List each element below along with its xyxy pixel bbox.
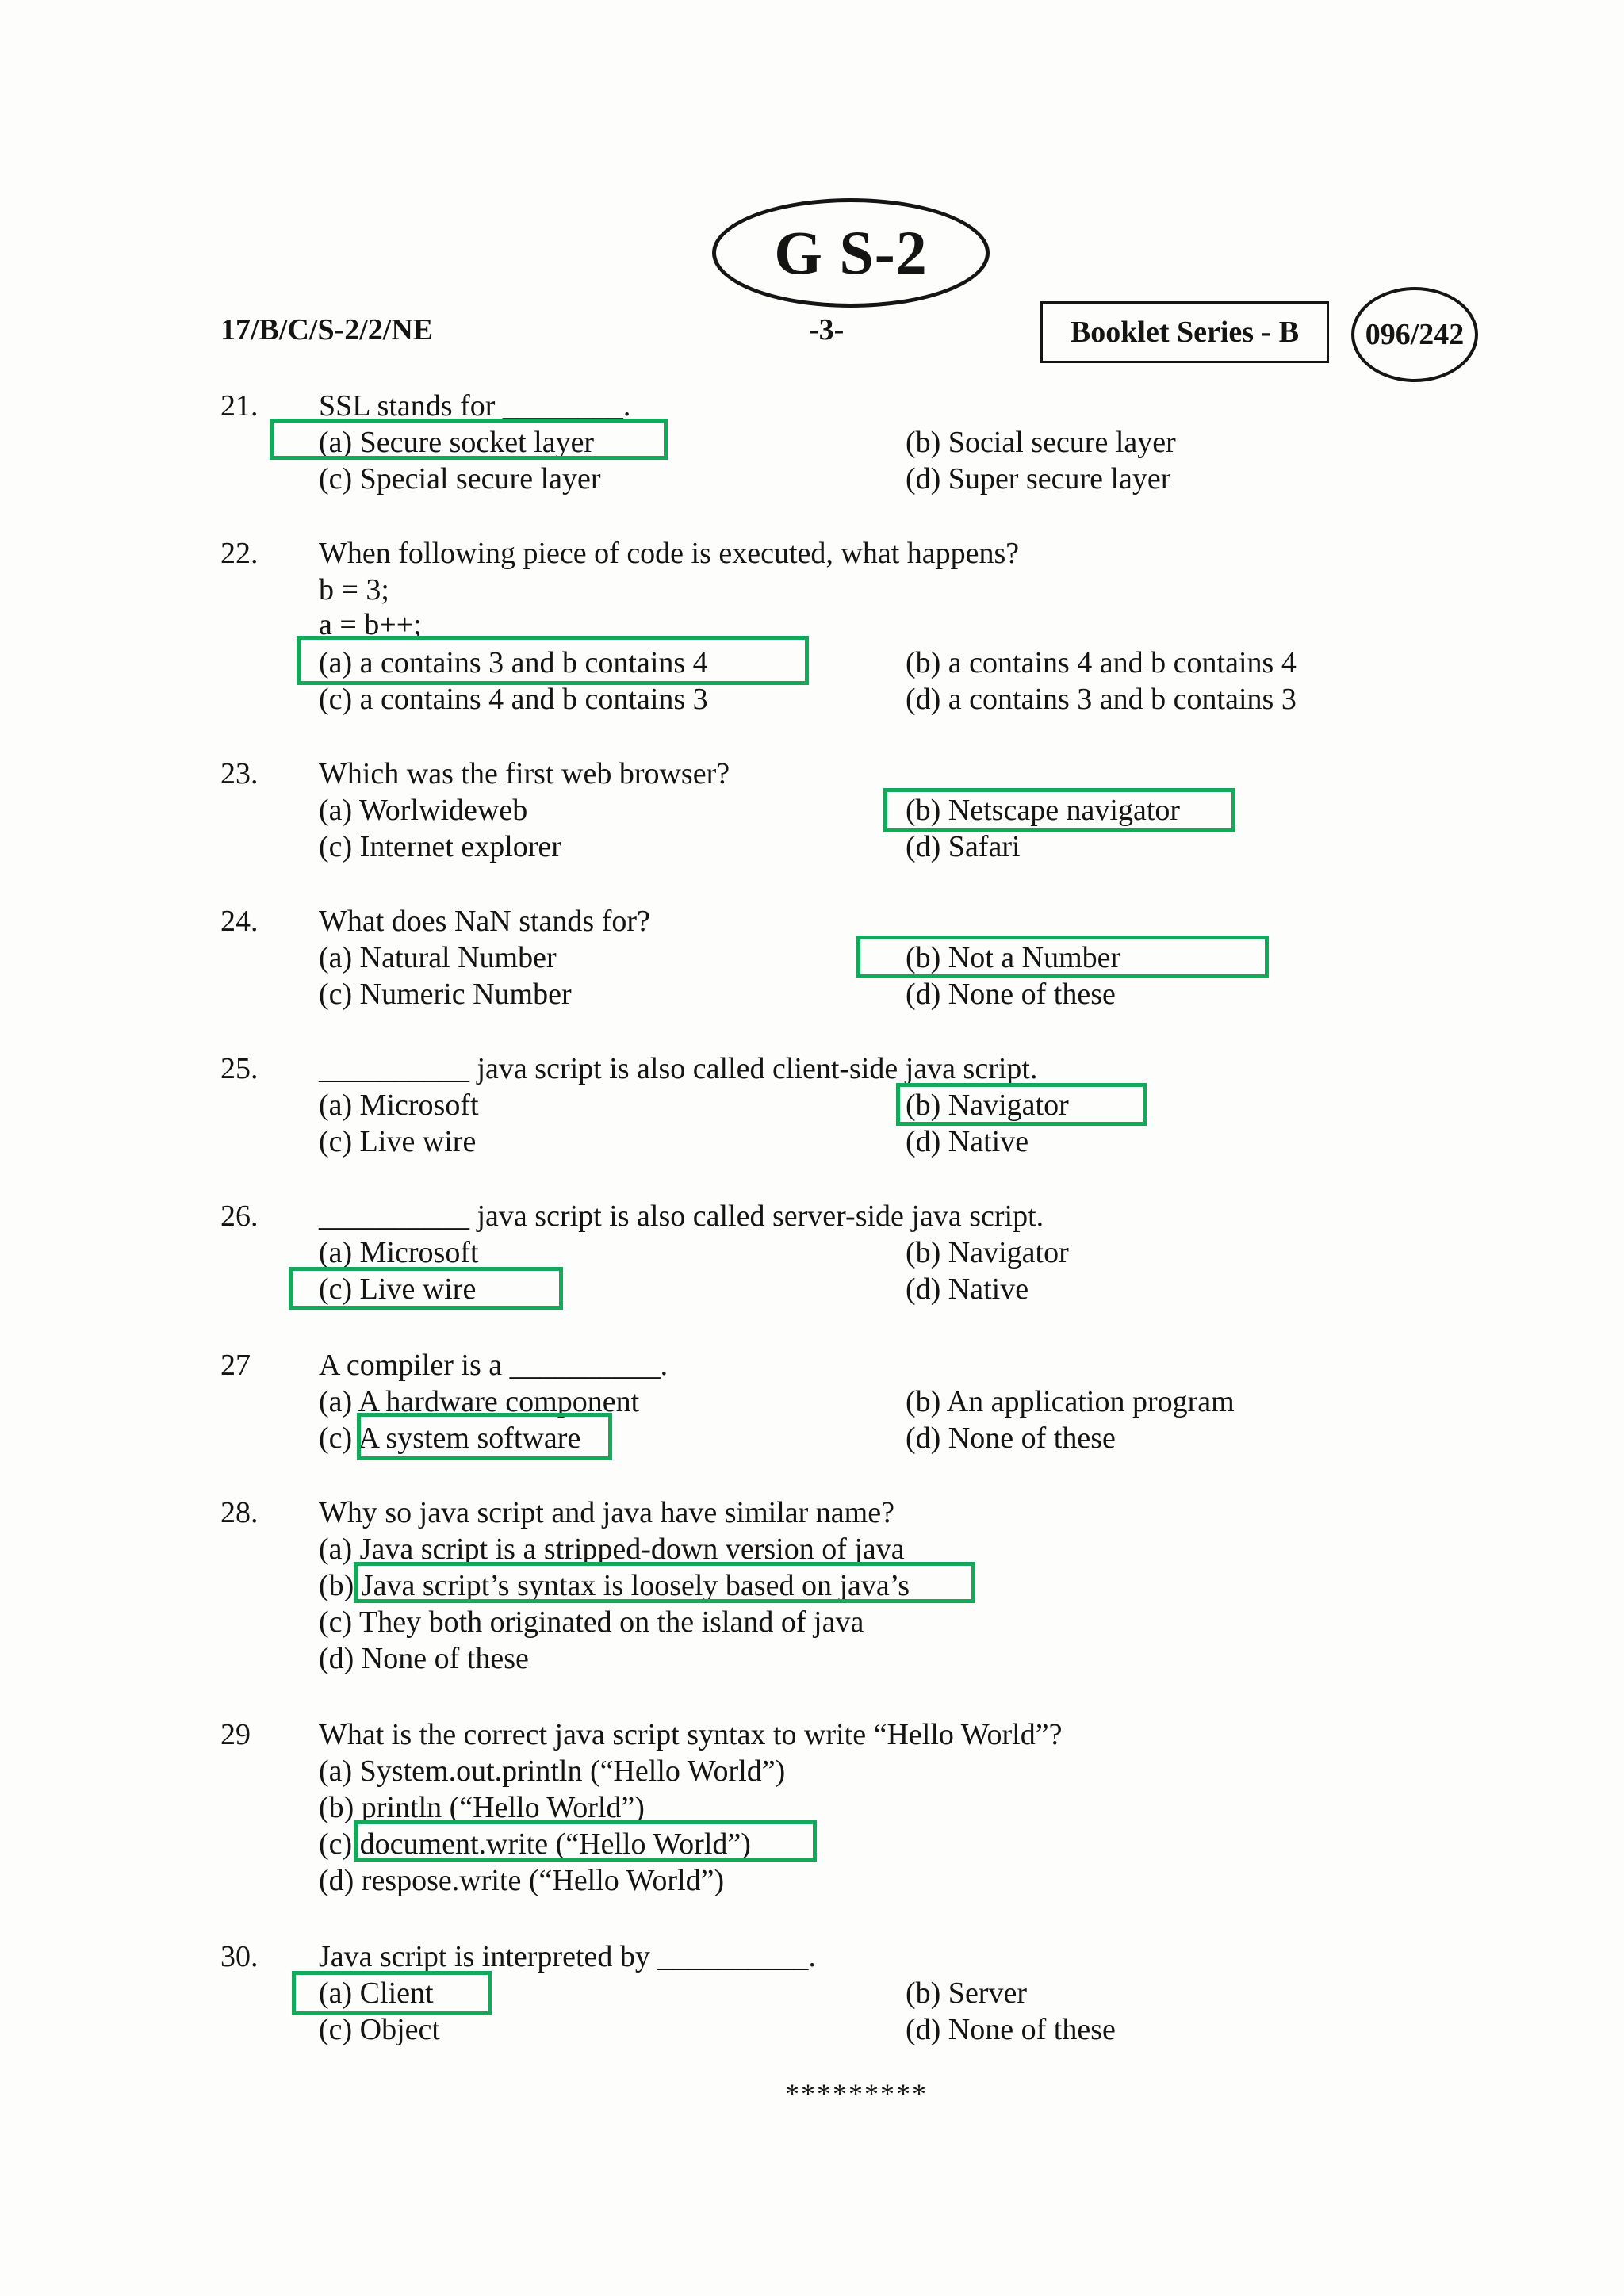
question-text: __________ java script is also called client-side java script.: [319, 1052, 1038, 1085]
end-of-paper-marker: *********: [785, 2078, 928, 2110]
question-number: 29: [220, 1718, 251, 1751]
option-a[interactable]: (a) a contains 3 and b contains 4: [319, 646, 708, 679]
option-d[interactable]: (d) Native: [906, 1272, 1029, 1306]
series-badge: G S-2: [712, 198, 990, 308]
option-a[interactable]: (a) System.out.println (“Hello World”): [319, 1755, 786, 1788]
option-d[interactable]: (d) respose.write (“Hello World”): [319, 1864, 725, 1897]
question-text: Why so java script and java have similar name?: [319, 1496, 894, 1529]
option-c[interactable]: (c) a contains 4 and b contains 3: [319, 683, 708, 716]
question-number: 27: [220, 1349, 251, 1382]
option-a[interactable]: (a) Microsoft: [319, 1236, 479, 1269]
question-text: What is the correct java script syntax to write “Hello World”?: [319, 1718, 1063, 1751]
option-b[interactable]: (b) Not a Number: [906, 941, 1121, 974]
question-text: A compiler is a __________.: [319, 1349, 668, 1382]
paper-code: 17/B/C/S-2/2/NE: [220, 313, 434, 346]
option-c[interactable]: (c) A system software: [319, 1422, 581, 1455]
question-text: When following piece of code is executed, what happens?: [319, 537, 1020, 570]
option-c[interactable]: (c) Object: [319, 2013, 440, 2046]
option-c[interactable]: (c) Special secure layer: [319, 462, 601, 496]
option-a[interactable]: (a) Natural Number: [319, 941, 557, 974]
option-a[interactable]: (a) A hardware component: [319, 1385, 640, 1418]
option-d[interactable]: (d) None of these: [906, 2013, 1116, 2046]
option-a[interactable]: (a) Worlwideweb: [319, 794, 528, 827]
question-number: 24.: [220, 905, 259, 938]
option-c[interactable]: (c) Numeric Number: [319, 978, 572, 1011]
question-number: 30.: [220, 1940, 259, 1973]
question-number: 26.: [220, 1200, 259, 1233]
option-c[interactable]: (c) Live wire: [319, 1272, 477, 1306]
page-number: -3-: [809, 313, 845, 346]
option-d[interactable]: (d) Safari: [906, 830, 1021, 863]
option-d[interactable]: (d) None of these: [906, 1422, 1116, 1455]
option-c[interactable]: (c) document.write (“Hello World”): [319, 1827, 751, 1861]
option-a[interactable]: (a) Microsoft: [319, 1089, 479, 1122]
option-b[interactable]: (b) An application program: [906, 1385, 1235, 1418]
question-number: 23.: [220, 757, 259, 790]
option-d[interactable]: (d) None of these: [319, 1642, 529, 1675]
option-a[interactable]: (a) Secure socket layer: [319, 426, 595, 459]
question-number: 22.: [220, 537, 259, 570]
question-text: __________ java script is also called server-side java script.: [319, 1200, 1044, 1233]
option-d[interactable]: (d) Native: [906, 1125, 1029, 1158]
option-c[interactable]: (c) Internet explorer: [319, 830, 561, 863]
option-d[interactable]: (d) Super secure layer: [906, 462, 1171, 496]
option-b[interactable]: (b) Navigator: [906, 1236, 1069, 1269]
option-b[interactable]: (b) a contains 4 and b contains 4: [906, 646, 1297, 679]
question-text: Java script is interpreted by __________.: [319, 1940, 816, 1973]
option-b[interactable]: (b) Server: [906, 1976, 1027, 2010]
code-line: a = b++;: [319, 608, 422, 641]
option-c[interactable]: (c) They both originated on the island of java: [319, 1605, 864, 1639]
code-line: b = 3;: [319, 573, 389, 607]
question-number: 21.: [220, 389, 259, 423]
option-a[interactable]: (a) Client: [319, 1976, 434, 2010]
question-text: SSL stands for ________.: [319, 389, 631, 423]
option-a[interactable]: (a) Java script is a stripped-down version of java: [319, 1533, 905, 1566]
option-b[interactable]: (b) Social secure layer: [906, 426, 1176, 459]
option-c[interactable]: (c) Live wire: [319, 1125, 477, 1158]
option-d[interactable]: (d) None of these: [906, 978, 1116, 1011]
option-b[interactable]: (b) Netscape navigator: [906, 794, 1181, 827]
question-text: Which was the first web browser?: [319, 757, 730, 790]
booklet-series-box: Booklet Series - B: [1040, 301, 1329, 363]
option-b[interactable]: (b) Java script’s syntax is loosely based on java’s: [319, 1569, 910, 1602]
question-number: 28.: [220, 1496, 259, 1529]
serial-number-oval: 096/242: [1351, 287, 1478, 382]
option-d[interactable]: (d) a contains 3 and b contains 3: [906, 683, 1297, 716]
option-b[interactable]: (b) Navigator: [906, 1089, 1069, 1122]
question-text: What does NaN stands for?: [319, 905, 650, 938]
question-number: 25.: [220, 1052, 259, 1085]
option-b[interactable]: (b) println (“Hello World”): [319, 1791, 645, 1824]
